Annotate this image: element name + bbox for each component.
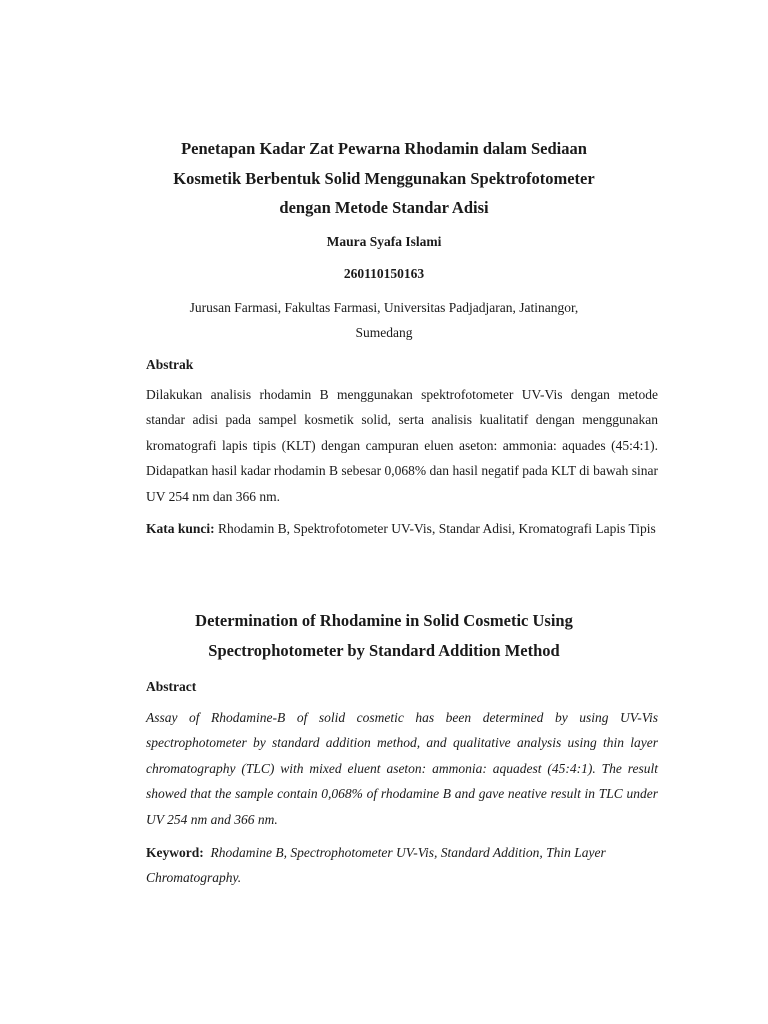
keywords-text: Rhodamin B, Spektrofotometer UV-Vis, Standar Adisi, Kromatografi Lapis Tipis <box>218 521 656 536</box>
keywords-indonesian <box>146 516 658 541</box>
abstract-body-english: Assay of Rhodamine-B of solid cosmetic has been determined by using UV-Vis spectrophotometer by standard addition method, and qualitative analysis using thin layer chromatography (TLC) with mixed eluent aseton: ammonia: aquadest (45:4:1). The result showed that the sample contain 0,068% of rhodamine B and gave neative result in TLC under UV 254 nm and 366 nm. <box>146 710 658 827</box>
student-id: 260110150163 <box>343 266 425 281</box>
paper-title-indonesian <box>110 134 658 223</box>
abstract-heading-english: Abstract <box>146 679 197 694</box>
title-line: dengan Metode Standar Adisi <box>279 198 489 217</box>
title-line: Determination of Rhodamine in Solid Cosmetic Using <box>195 611 573 630</box>
abstract-body-indonesian: Dilakukan analisis rhodamin B menggunakan spektrofotometer UV-Vis dengan metode standar adisi pada sampel kosmetik solid, serta analisis kualitatif dengan menggunakan kromatografi lapis tipis (KLT) dengan campuran eluen aseton: ammonia: aquades (45:4:1). Didapatkan hasil kadar rhodamin B sebesar 0,068% dan hasil negatif pada KLT di bawah sinar UV 254 nm dan 366 nm. <box>146 387 658 504</box>
title-line: Penetapan Kadar Zat Pewarna Rhodamin dalam Sediaan <box>181 139 587 158</box>
paper-title-english <box>110 606 658 665</box>
affiliation-line: Sumedang <box>355 325 413 340</box>
keywords-label: Kata kunci: <box>146 521 215 536</box>
title-line: Spectrophotometer by Standard Addition Method <box>208 640 560 660</box>
affiliation-line: Jurusan Farmasi, Fakultas Farmasi, Universitas Padjadjaran, Jatinangor, <box>189 300 579 315</box>
keywords-text: Rhodamine B, Spectrophotometer UV-Vis, Standard Addition, Thin Layer Chromatography. <box>146 845 606 886</box>
author-name: Maura Syafa Islami <box>326 234 442 249</box>
keywords-english <box>146 840 658 891</box>
abstract-heading-indonesian: Abstrak <box>146 357 194 372</box>
title-line: Kosmetik Berbentuk Solid Menggunakan Spektrofotometer <box>173 168 595 188</box>
affiliation <box>140 295 628 345</box>
keywords-label: Keyword: <box>146 845 204 860</box>
